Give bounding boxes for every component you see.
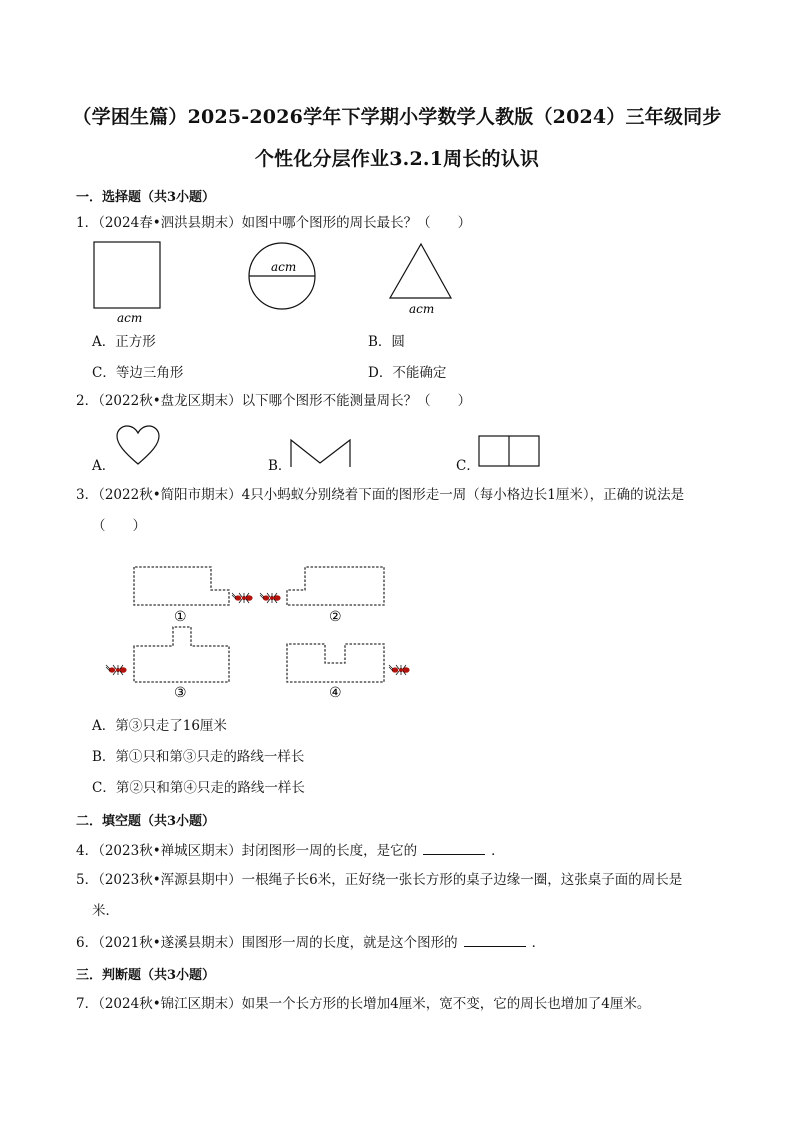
section-heading-judge: 三．判断题（共3小题） — [76, 968, 216, 983]
triangle-figure — [386, 240, 456, 320]
q2-option-b-label[interactable]: B． — [268, 458, 292, 474]
page-title-line2: 个性化分层作业3.2.1周长的认识 — [254, 148, 540, 170]
question-5-text-line2: 米． — [92, 903, 119, 919]
q3-option-c[interactable]: C．第②只和第④只走的路线一样长 — [92, 780, 305, 796]
double-rect-figure — [476, 434, 542, 468]
question-6-tail: ． — [531, 935, 546, 951]
question-5-text-line1: 5．（2023秋•浑源县期中）一根绳子长6米，正好绕一张长方形的桌子边缘一圈，这张桌子面的周长是 — [76, 872, 683, 888]
ant-icon — [232, 593, 253, 603]
open-zigzag-figure — [288, 437, 354, 469]
shape-2-label: ② — [329, 609, 342, 625]
shape-4 — [287, 644, 384, 682]
ant-icon — [389, 665, 410, 675]
question-1-text: 1．（2024春•泗洪县期末）如图中哪个图形的周长最长？（ ） — [76, 215, 472, 231]
page-title-line1: （学困生篇）2025-2026学年下学期小学数学人教版（2024）三年级同步 — [72, 106, 722, 128]
question-3-text-line2: （ ） — [92, 518, 146, 534]
q1-option-c[interactable]: C．等边三角形 — [92, 365, 184, 381]
shape-1 — [134, 567, 229, 605]
section-heading-choice: 一．选择题（共3小题） — [76, 190, 216, 205]
q6-answer-blank[interactable] — [464, 932, 526, 947]
question-3-text-line1: 3．（2022秋•简阳市期末）4只小蚂蚁分别绕着下面的图形走一周（每小格边长1厘米），正确的说法是 — [76, 487, 685, 503]
q3-option-b[interactable]: B．第①只和第③只走的路线一样长 — [92, 749, 305, 765]
square-figure — [90, 238, 170, 328]
square-label: acm — [117, 311, 143, 325]
q1-option-d[interactable]: D．不能确定 — [368, 365, 447, 381]
ant-path-figures — [104, 560, 424, 700]
q2-option-a-label[interactable]: A． — [92, 458, 116, 474]
shape-3-label: ③ — [174, 685, 187, 700]
shape-3 — [134, 627, 229, 682]
shape-2 — [287, 567, 384, 605]
heart-figure — [114, 424, 162, 468]
circle-figure — [246, 240, 320, 314]
circle-label: acm — [271, 260, 297, 274]
question-6-text: 6．（2021秋•遂溪县期末）围图形一周的长度，就是这个图形的 — [76, 935, 458, 951]
q3-option-a[interactable]: A．第③只走了16厘米 — [92, 718, 227, 734]
ant-icon — [260, 593, 281, 603]
question-4 — [76, 840, 505, 860]
question-4-tail: ． — [491, 843, 505, 859]
ant-icon — [106, 665, 127, 675]
question-6 — [76, 932, 545, 952]
triangle-label: acm — [409, 302, 435, 316]
shape-1-label: ① — [174, 609, 187, 625]
q4-answer-blank[interactable] — [423, 840, 485, 855]
question-2-text: 2．（2022秋•盘龙区期末）以下哪个图形不能测量周长？（ ） — [76, 393, 472, 409]
question-7-text: 7．（2024秋•锦江区期末）如果一个长方形的长增加4厘米，宽不变，它的周长也增加了4厘米。 — [76, 996, 651, 1012]
q2-option-c-label[interactable]: C． — [456, 458, 480, 474]
section-heading-fill: 二．填空题（共3小题） — [76, 814, 216, 829]
shape-4-label: ④ — [329, 685, 342, 700]
q1-option-b[interactable]: B．圆 — [368, 334, 405, 350]
q1-option-a[interactable]: A．正方形 — [92, 334, 156, 350]
question-4-text: 4．（2023秋•禅城区期末）封闭图形一周的长度，是它的 — [76, 843, 418, 859]
